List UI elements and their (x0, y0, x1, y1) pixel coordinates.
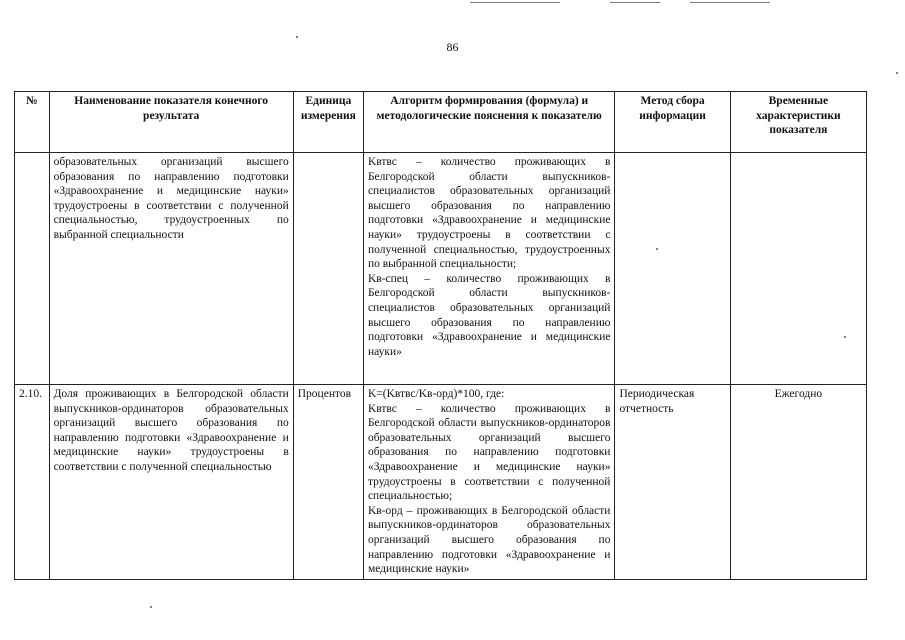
header-name: Наименование показателя конечного результата (49, 92, 293, 153)
cell-name: образовательных организаций высшего образования по направлению подготовки «Здравоохранение и медицинские науки» трудоустроены в соответствии с полученной специальностью, трудоустроенных по выбранной специальности (49, 153, 293, 385)
formula: K=(Kвтвс/Kв-орд)*100, где: (367, 388, 505, 400)
cell-algorithm (363, 153, 615, 385)
algorithm-line: Kвтвс – количество проживающих в Белгородской области выпускников-специалистов образовательных организаций высшего образования по направлению подготовки «Здравоохранение и медицинские науки» трудоустроены в соответствии с полученной специальностью, трудоустроенных по выбранной специальности; (367, 156, 611, 271)
scan-top-line (690, 2, 770, 3)
table-row (15, 385, 867, 580)
cell-method: Периодическая отчетность (615, 385, 730, 580)
cell-name: Доля проживающих в Белгородской области выпускников-ординаторов образовательных организаций высшего образования по направлению подготовки «Здравоохранение и медицинские науки» трудоустроены в соответствии с полученной специальностью (49, 385, 293, 580)
algorithm-line: Kвтвс – количество проживающих в Белгородской области выпускников-ординаторов образовательных организаций высшего образования по направлению подготовки «Здравоохранение и медицинские науки» трудоустроены в соответствии с полученной специальностью; (367, 402, 611, 503)
header-algorithm: Алгоритм формирования (формула) и методологические пояснения к показателю (363, 92, 615, 153)
cell-unit: Процентов (293, 385, 363, 580)
cell-timing: Ежегодно (730, 385, 866, 580)
table-header-row (15, 92, 867, 153)
cell-no: 2.10. (15, 385, 50, 580)
header-timing: Временные характеристики показателя (730, 92, 866, 153)
scan-speck (150, 606, 152, 608)
scan-top-line (470, 2, 560, 3)
header-no: № (15, 92, 50, 153)
header-method: Метод сбора информации (615, 92, 730, 153)
scan-speck (844, 336, 846, 338)
cell-no (15, 153, 50, 385)
header-unit: Единица измерения (293, 92, 363, 153)
cell-method (615, 153, 730, 385)
indicator-table (14, 91, 867, 580)
table-row (15, 153, 867, 385)
cell-unit (293, 153, 363, 385)
scan-speck (656, 248, 658, 250)
algorithm-line: Kв-орд – проживающих в Белгородской области выпускников-ординаторов образовательных организаций высшего образования по направлению подготовки «Здравоохранение и медицинские науки» (367, 504, 611, 576)
scan-top-line (610, 2, 660, 3)
scan-speck (896, 72, 898, 74)
cell-timing (730, 153, 866, 385)
page-number: 86 (446, 40, 459, 54)
algorithm-line: Kв-спец – количество проживающих в Белгородской области выпускников-специалистов образовательных организаций высшего образования по направлению подготовки «Здравоохранение и медицинские науки» (367, 272, 611, 358)
cell-algorithm (363, 385, 615, 580)
scan-speck (296, 36, 298, 38)
